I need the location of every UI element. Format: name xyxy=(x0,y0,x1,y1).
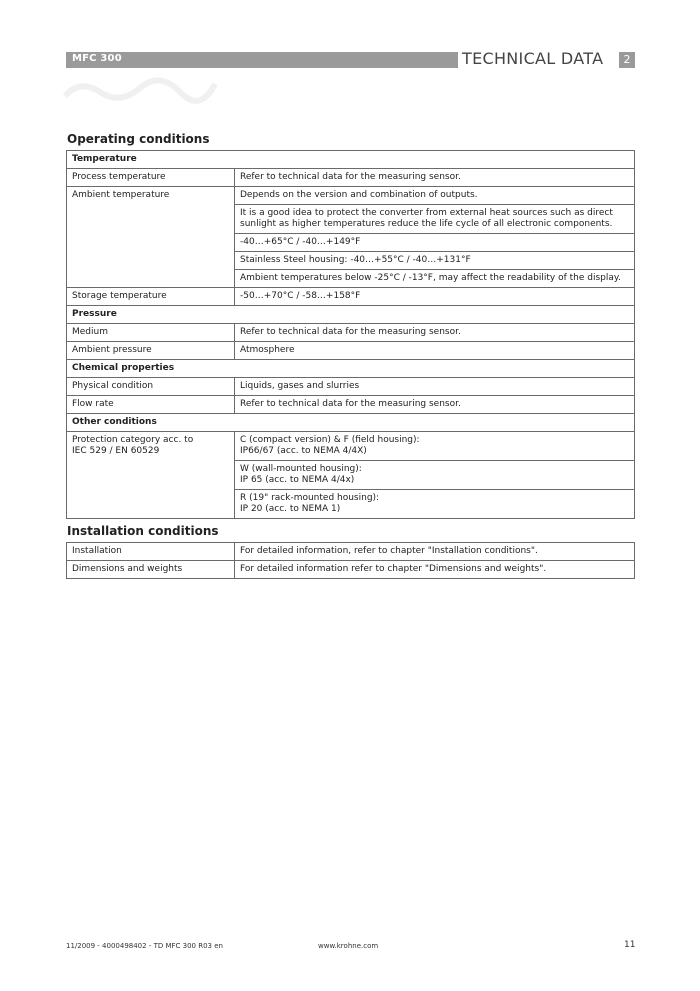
row-value: -50…+70°C / -58…+158°F xyxy=(235,288,635,306)
value-line: IP 20 (acc. to NEMA 1) xyxy=(240,504,341,514)
row-value xyxy=(235,432,635,461)
row-key: Ambient temperature xyxy=(67,187,235,288)
chemical-group-label: Chemical properties xyxy=(67,360,635,378)
row-value xyxy=(235,490,635,519)
row-value: Atmosphere xyxy=(235,342,635,360)
table-row xyxy=(67,324,635,342)
table-group-row xyxy=(67,414,635,432)
row-value: For detailed information refer to chapter "Dimensions and weights". xyxy=(235,561,635,579)
value-line: C (compact version) & F (field housing): xyxy=(240,435,420,445)
table-row xyxy=(67,288,635,306)
other-group-label: Other conditions xyxy=(67,414,635,432)
row-key: Process temperature xyxy=(67,169,235,187)
value-line: W (wall-mounted housing): xyxy=(240,464,362,474)
table-row xyxy=(67,561,635,579)
row-value: It is a good idea to protect the converter from external heat sources such as direct sunlight as higher temperatures reduce the life cycle of all electronic components. xyxy=(235,205,635,234)
table-row xyxy=(67,342,635,360)
value-line: R (19" rack-mounted housing): xyxy=(240,493,380,503)
header-bar xyxy=(66,52,458,68)
row-key: Storage temperature xyxy=(67,288,235,306)
value-line: IP 65 (acc. to NEMA 4/4x) xyxy=(240,475,355,485)
footer-website: www.krohne.com xyxy=(318,942,379,950)
row-value: Liquids, gases and slurries xyxy=(235,378,635,396)
value-line: IP66/67 (acc. to NEMA 4/4X) xyxy=(240,446,367,456)
row-value: Refer to technical data for the measuring sensor. xyxy=(235,324,635,342)
installation-conditions-title: Installation conditions xyxy=(67,524,219,538)
table-group-row xyxy=(67,360,635,378)
temperature-group-label: Temperature xyxy=(67,151,635,169)
table-row xyxy=(67,432,635,461)
row-value: For detailed information, refer to chapter "Installation conditions". xyxy=(235,543,635,561)
row-key-line: IEC 529 / EN 60529 xyxy=(72,446,160,456)
row-key: Ambient pressure xyxy=(67,342,235,360)
row-key: Flow rate xyxy=(67,396,235,414)
section-number-badge: 2 xyxy=(619,52,635,68)
section-title: TECHNICAL DATA xyxy=(462,49,604,68)
row-value: Ambient temperatures below -25°C / -13°F, may affect the readability of the display. xyxy=(235,270,635,288)
pressure-group-label: Pressure xyxy=(67,306,635,324)
row-value xyxy=(235,461,635,490)
table-group-row xyxy=(67,306,635,324)
row-value: Stainless Steel housing: -40…+55°C / -40…+131°F xyxy=(235,252,635,270)
operating-conditions-table xyxy=(66,150,635,519)
table-row xyxy=(67,378,635,396)
footer-doc-ref: 11/2009 - 4000498402 - TD MFC 300 R03 en xyxy=(66,942,223,950)
row-key: Physical condition xyxy=(67,378,235,396)
row-value: Refer to technical data for the measuring sensor. xyxy=(235,169,635,187)
table-row xyxy=(67,543,635,561)
row-key xyxy=(67,432,235,519)
page-number: 11 xyxy=(624,940,636,950)
row-key-line: Protection category acc. to xyxy=(72,435,194,445)
row-key: Installation xyxy=(67,543,235,561)
page-header xyxy=(66,49,635,68)
operating-conditions-title: Operating conditions xyxy=(67,132,210,146)
table-row xyxy=(67,396,635,414)
row-key: Dimensions and weights xyxy=(67,561,235,579)
table-group-row xyxy=(67,151,635,169)
table-row xyxy=(67,169,635,187)
row-key: Medium xyxy=(67,324,235,342)
row-value: -40…+65°C / -40…+149°F xyxy=(235,234,635,252)
table-row xyxy=(67,187,635,205)
product-name: MFC 300 xyxy=(72,53,122,64)
row-value: Depends on the version and combination of outputs. xyxy=(235,187,635,205)
watermark-logo xyxy=(60,74,220,104)
installation-conditions-table xyxy=(66,542,635,579)
row-value: Refer to technical data for the measuring sensor. xyxy=(235,396,635,414)
